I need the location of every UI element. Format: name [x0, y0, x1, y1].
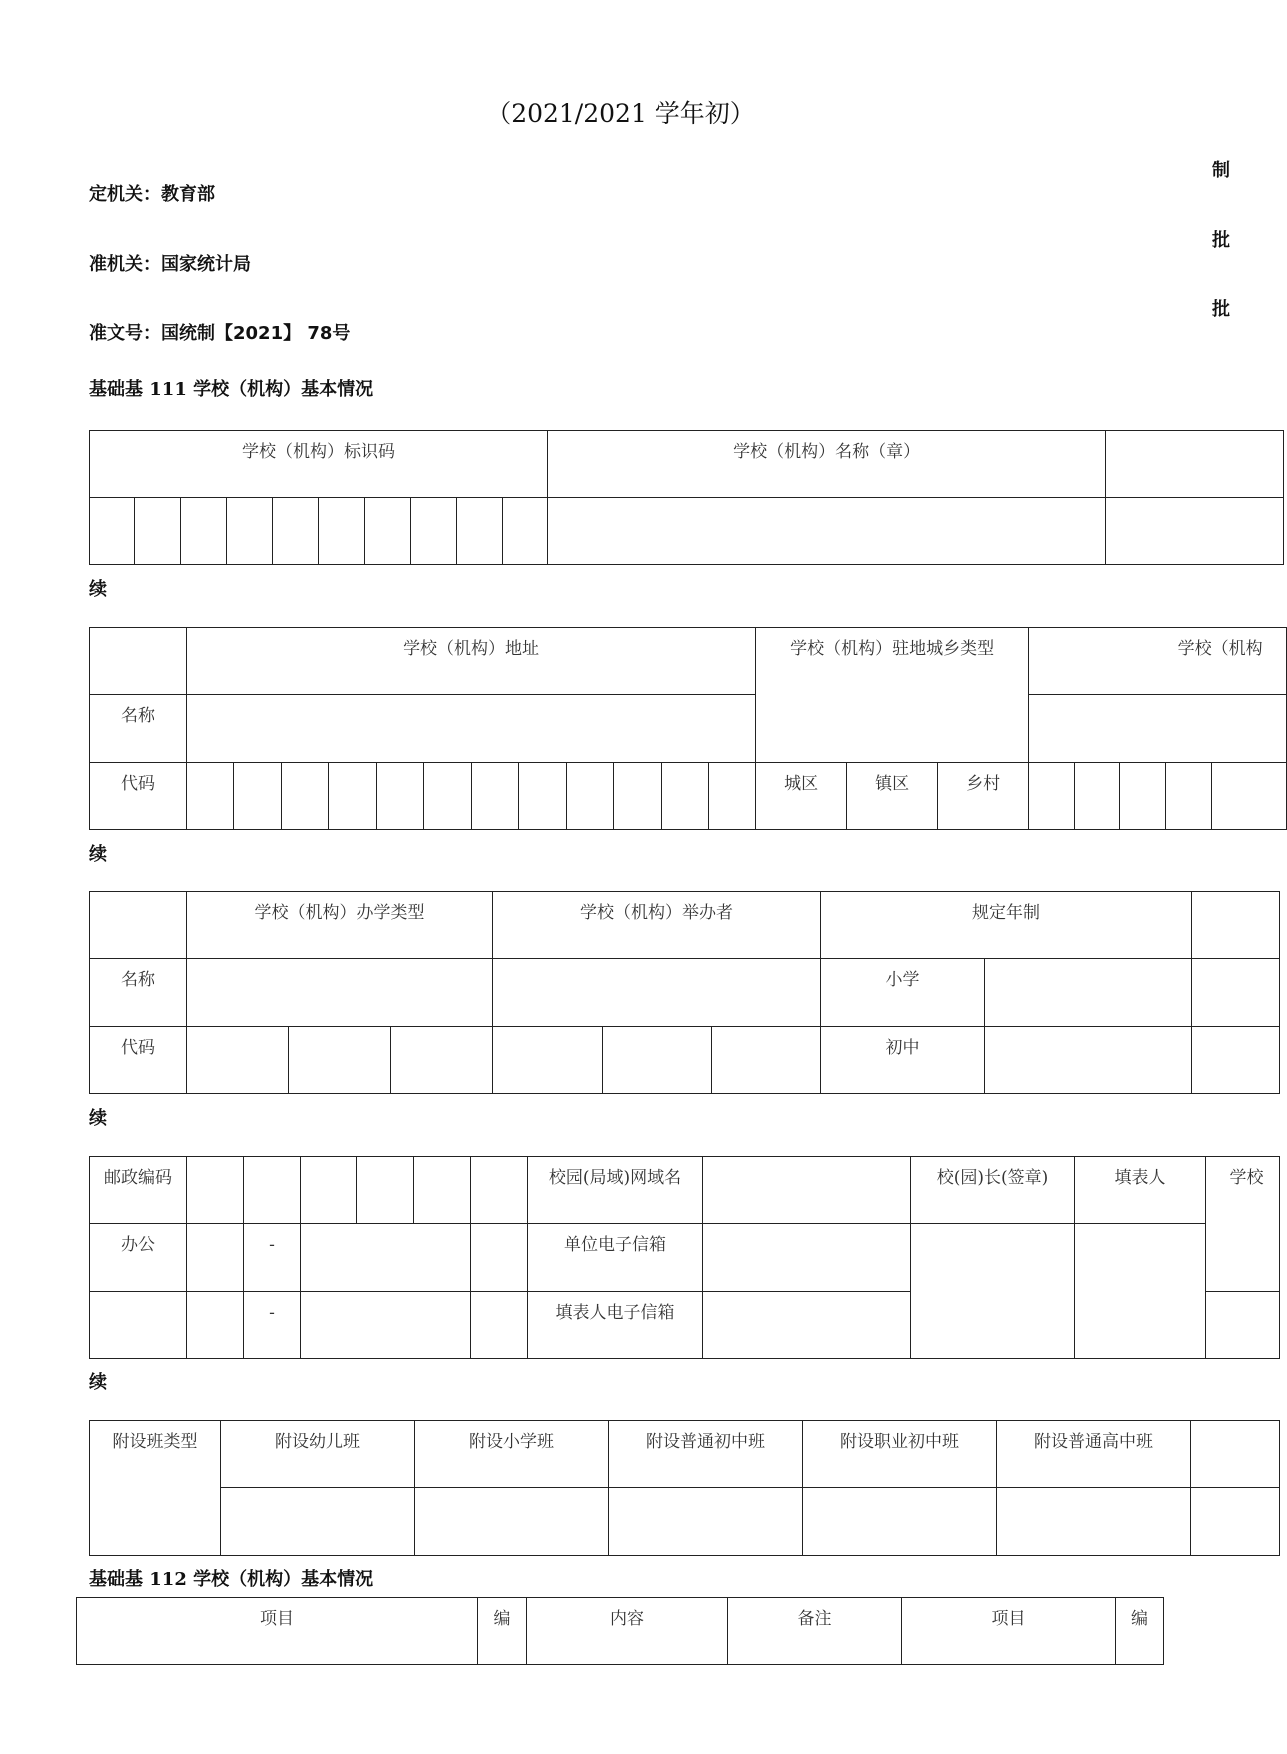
label-attached-class-type: 附设班类型 — [90, 1421, 221, 1556]
row-label-name: 名称 — [90, 695, 187, 763]
vocational-junior-class-input[interactable] — [803, 1488, 997, 1556]
cell-cut — [1106, 498, 1284, 565]
label-junior: 初中 — [821, 1027, 985, 1094]
section-112-heading: 基础基 112 学校（机构）基本情况 — [89, 1569, 374, 1590]
phone-dash: - — [244, 1292, 301, 1359]
type-name-input-cell[interactable] — [187, 959, 493, 1027]
document-title: （2021/2021 学年初） — [486, 99, 755, 128]
primary-years-input-cell[interactable] — [985, 959, 1192, 1027]
sponsor-code-cell[interactable] — [712, 1027, 821, 1094]
header-next-cut: 学校（机构 — [1029, 628, 1287, 695]
header-vocational-junior-class: 附设职业初中班 — [803, 1421, 997, 1488]
code-digit-cell[interactable] — [503, 498, 548, 565]
junior-class-input[interactable] — [609, 1488, 803, 1556]
section-111-heading: 基础基 111 学校（机构）基本情况 — [89, 379, 374, 400]
header-content: 内容 — [527, 1598, 728, 1665]
side-char-2: 批 — [1212, 230, 1230, 251]
code-digit-cell[interactable] — [411, 498, 457, 565]
row-label-code: 代码 — [90, 763, 187, 830]
header-item-2: 项目 — [902, 1598, 1116, 1665]
header-remark: 备注 — [728, 1598, 902, 1665]
label-filler-email: 填表人电子信箱 — [528, 1292, 703, 1359]
address-code-cell[interactable] — [519, 763, 567, 830]
kindergarten-class-input[interactable] — [221, 1488, 415, 1556]
senior-class-input[interactable] — [997, 1488, 1191, 1556]
header-kindergarten-class: 附设幼儿班 — [221, 1421, 415, 1488]
phone-cell[interactable] — [187, 1292, 244, 1359]
phone-input-cell[interactable] — [301, 1224, 471, 1292]
type-code-cell[interactable] — [289, 1027, 391, 1094]
phone-dash: - — [244, 1224, 301, 1292]
cell-cut — [1192, 892, 1280, 959]
cut-code-cell[interactable] — [1166, 763, 1212, 830]
address-code-cell[interactable] — [377, 763, 424, 830]
cell-cut — [1106, 431, 1284, 498]
header-code: 编 — [478, 1598, 527, 1665]
header-junior-class: 附设普通初中班 — [609, 1421, 803, 1488]
cell-cut — [1191, 1488, 1280, 1556]
side-char-1: 制 — [1212, 160, 1230, 181]
table-basic-info-112 — [76, 1597, 1164, 1665]
urban-option-town[interactable]: 镇区 — [847, 763, 938, 830]
corner-cell — [90, 892, 187, 959]
cell-cut — [1206, 1292, 1280, 1359]
address-code-cell[interactable] — [472, 763, 519, 830]
urban-option-village[interactable]: 乡村 — [938, 763, 1029, 830]
continue-label-1: 续 — [89, 579, 107, 600]
header-years: 规定年制 — [821, 892, 1192, 959]
header-school-code: 学校（机构）标识码 — [90, 431, 548, 498]
meta-line-3: 准文号：国统制【2021】 78号 — [89, 323, 351, 344]
postcode-digit-cell[interactable] — [187, 1157, 244, 1224]
header-primary-class: 附设小学班 — [415, 1421, 609, 1488]
address-code-cell[interactable] — [424, 763, 472, 830]
code-digit-cell[interactable] — [181, 498, 227, 565]
header-code-2: 编 — [1116, 1598, 1164, 1665]
label-filler: 填表人 — [1075, 1157, 1206, 1224]
school-name-input-cell[interactable] — [548, 498, 1106, 565]
header-sponsor: 学校（机构）举办者 — [493, 892, 821, 959]
sponsor-code-cell[interactable] — [603, 1027, 712, 1094]
code-digit-cell[interactable] — [90, 498, 135, 565]
unit-email-input-cell[interactable] — [703, 1224, 911, 1292]
postcode-digit-cell[interactable] — [414, 1157, 471, 1224]
label-domain: 校园(局域)网域名 — [528, 1157, 703, 1224]
postcode-digit-cell[interactable] — [244, 1157, 301, 1224]
address-code-cell[interactable] — [567, 763, 614, 830]
cell-cut — [1192, 959, 1280, 1027]
type-code-cell[interactable] — [391, 1027, 493, 1094]
phone-input-cell[interactable] — [301, 1292, 471, 1359]
type-code-cell[interactable] — [187, 1027, 289, 1094]
address-code-cell[interactable] — [662, 763, 709, 830]
filler-sign-cell[interactable] — [1075, 1224, 1206, 1359]
cut-code-cell[interactable] — [1120, 763, 1166, 830]
continue-label-2: 续 — [89, 844, 107, 865]
label-primary: 小学 — [821, 959, 985, 1027]
side-char-3: 批 — [1212, 299, 1230, 320]
cut-code-cell[interactable] — [1029, 763, 1075, 830]
label-principal: 校(园)长(签章) — [911, 1157, 1075, 1224]
label-unit-email: 单位电子信箱 — [528, 1224, 703, 1292]
table-address — [89, 627, 1287, 830]
code-digit-cell[interactable] — [135, 498, 181, 565]
postcode-digit-cell[interactable] — [471, 1157, 528, 1224]
meta-line-1: 定机关：教育部 — [89, 184, 215, 205]
cell-cut — [1191, 1421, 1280, 1488]
header-school-run-type: 学校（机构）办学类型 — [187, 892, 493, 959]
junior-years-input-cell[interactable] — [985, 1027, 1192, 1094]
phone-ext-cell[interactable] — [471, 1224, 528, 1292]
header-urban-type: 学校（机构）驻地城乡类型 — [756, 628, 1029, 763]
code-digit-cell[interactable] — [365, 498, 411, 565]
cell-cut — [1192, 1027, 1280, 1094]
header-item: 项目 — [77, 1598, 478, 1665]
label-office: 办公 — [90, 1224, 187, 1292]
code-digit-cell[interactable] — [227, 498, 273, 565]
sponsor-code-cell[interactable] — [493, 1027, 603, 1094]
primary-class-input[interactable] — [415, 1488, 609, 1556]
phone-ext-cell[interactable] — [471, 1292, 528, 1359]
label-cut-school: 学校 — [1206, 1157, 1280, 1292]
continue-label-4: 续 — [89, 1372, 107, 1393]
filler-email-input-cell[interactable] — [703, 1292, 911, 1359]
code-digit-cell[interactable] — [457, 498, 503, 565]
row-label-name: 名称 — [90, 959, 187, 1027]
principal-sign-cell[interactable] — [911, 1224, 1075, 1359]
table-attached-classes — [89, 1420, 1280, 1556]
table-identification — [89, 430, 1284, 565]
cut-code-cell[interactable] — [1075, 763, 1120, 830]
cut-code-cell[interactable] — [1212, 763, 1287, 830]
postcode-digit-cell[interactable] — [357, 1157, 414, 1224]
cell-cut — [1029, 695, 1287, 763]
meta-line-2: 准机关：国家统计局 — [89, 254, 251, 275]
address-code-cell[interactable] — [709, 763, 756, 830]
postcode-digit-cell[interactable] — [301, 1157, 357, 1224]
address-code-cell[interactable] — [329, 763, 377, 830]
address-code-cell[interactable] — [282, 763, 329, 830]
header-address: 学校（机构）地址 — [187, 628, 756, 695]
header-school-name: 学校（机构）名称（章） — [548, 431, 1106, 498]
code-digit-cell[interactable] — [319, 498, 365, 565]
address-code-cell[interactable] — [614, 763, 662, 830]
phone-cell[interactable] — [187, 1224, 244, 1292]
table-school-type — [89, 891, 1280, 1094]
label-postcode: 邮政编码 — [90, 1157, 187, 1224]
header-senior-class: 附设普通高中班 — [997, 1421, 1191, 1488]
continue-label-3: 续 — [89, 1108, 107, 1129]
corner-cell — [90, 628, 187, 695]
address-name-input-cell[interactable] — [187, 695, 756, 763]
address-code-cell[interactable] — [234, 763, 282, 830]
urban-option-city[interactable]: 城区 — [756, 763, 847, 830]
row-label-code: 代码 — [90, 1027, 187, 1094]
address-code-cell[interactable] — [187, 763, 234, 830]
sponsor-name-input-cell[interactable] — [493, 959, 821, 1027]
code-digit-cell[interactable] — [273, 498, 319, 565]
blank-label-cell — [90, 1292, 187, 1359]
domain-input-cell[interactable] — [703, 1157, 911, 1224]
table-contact — [89, 1156, 1280, 1359]
